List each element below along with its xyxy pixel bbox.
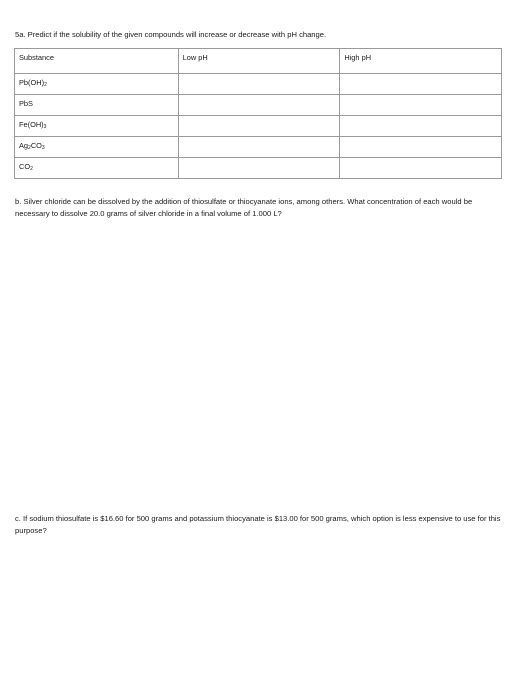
substance-cell — [15, 137, 179, 158]
high-ph-answer-cell[interactable] — [340, 137, 502, 158]
formula-subscript: 2 — [28, 145, 31, 151]
formula-subscript: 3 — [43, 124, 47, 130]
table-row — [15, 137, 502, 158]
substance-cell — [15, 95, 179, 116]
high-ph-answer-cell[interactable] — [340, 95, 502, 116]
formula-subscript: 2 — [30, 166, 33, 172]
table-row — [15, 158, 502, 179]
low-ph-answer-cell[interactable] — [178, 158, 340, 179]
substance-cell — [15, 116, 179, 137]
formula-text-tail: CO — [30, 141, 42, 150]
header-low-ph: Low pH — [178, 49, 340, 74]
formula-subscript-tail: 3 — [41, 145, 45, 151]
high-ph-answer-cell[interactable] — [340, 116, 502, 137]
low-ph-answer-cell[interactable] — [178, 116, 340, 137]
low-ph-answer-cell[interactable] — [178, 74, 340, 95]
substance-cell — [15, 158, 179, 179]
low-ph-answer-cell[interactable] — [178, 137, 340, 158]
low-ph-answer-cell[interactable] — [178, 95, 340, 116]
formula-text: Fe(OH) — [19, 120, 44, 129]
high-ph-answer-cell[interactable] — [340, 158, 502, 179]
table-row — [15, 95, 502, 116]
header-high-ph: High pH — [340, 49, 502, 74]
formula-text: Ag — [19, 141, 29, 150]
substance-cell — [15, 74, 179, 95]
table-row — [15, 116, 502, 137]
header-substance: Substance — [15, 49, 179, 74]
table-header-row — [15, 49, 502, 74]
formula-text: Pb(OH) — [19, 78, 45, 87]
solubility-table — [14, 48, 502, 179]
question-5a-prompt: 5a. Predict if the solubility of the given compounds will increase or decrease with pH change. — [15, 30, 327, 39]
high-ph-answer-cell[interactable] — [340, 74, 502, 95]
table-row — [15, 74, 502, 95]
formula-subscript: 2 — [44, 82, 47, 88]
question-b-prompt: b. Silver chloride can be dissolved by the addition of thiosulfate or thiocyanate ions, among others. What concentration of each would be necessary to dissolve 20.0 grams of silver chloride in a final volume of 1.000 L? — [15, 197, 473, 218]
formula-text: PbS — [19, 99, 33, 108]
question-c-prompt: c. If sodium thiosulfate is $16.60 for 500 grams and potassium thiocyanate is $13.00 for 500 grams, which option is less expensive to use for this purpose? — [15, 514, 501, 535]
formula-text: CO — [19, 162, 31, 171]
